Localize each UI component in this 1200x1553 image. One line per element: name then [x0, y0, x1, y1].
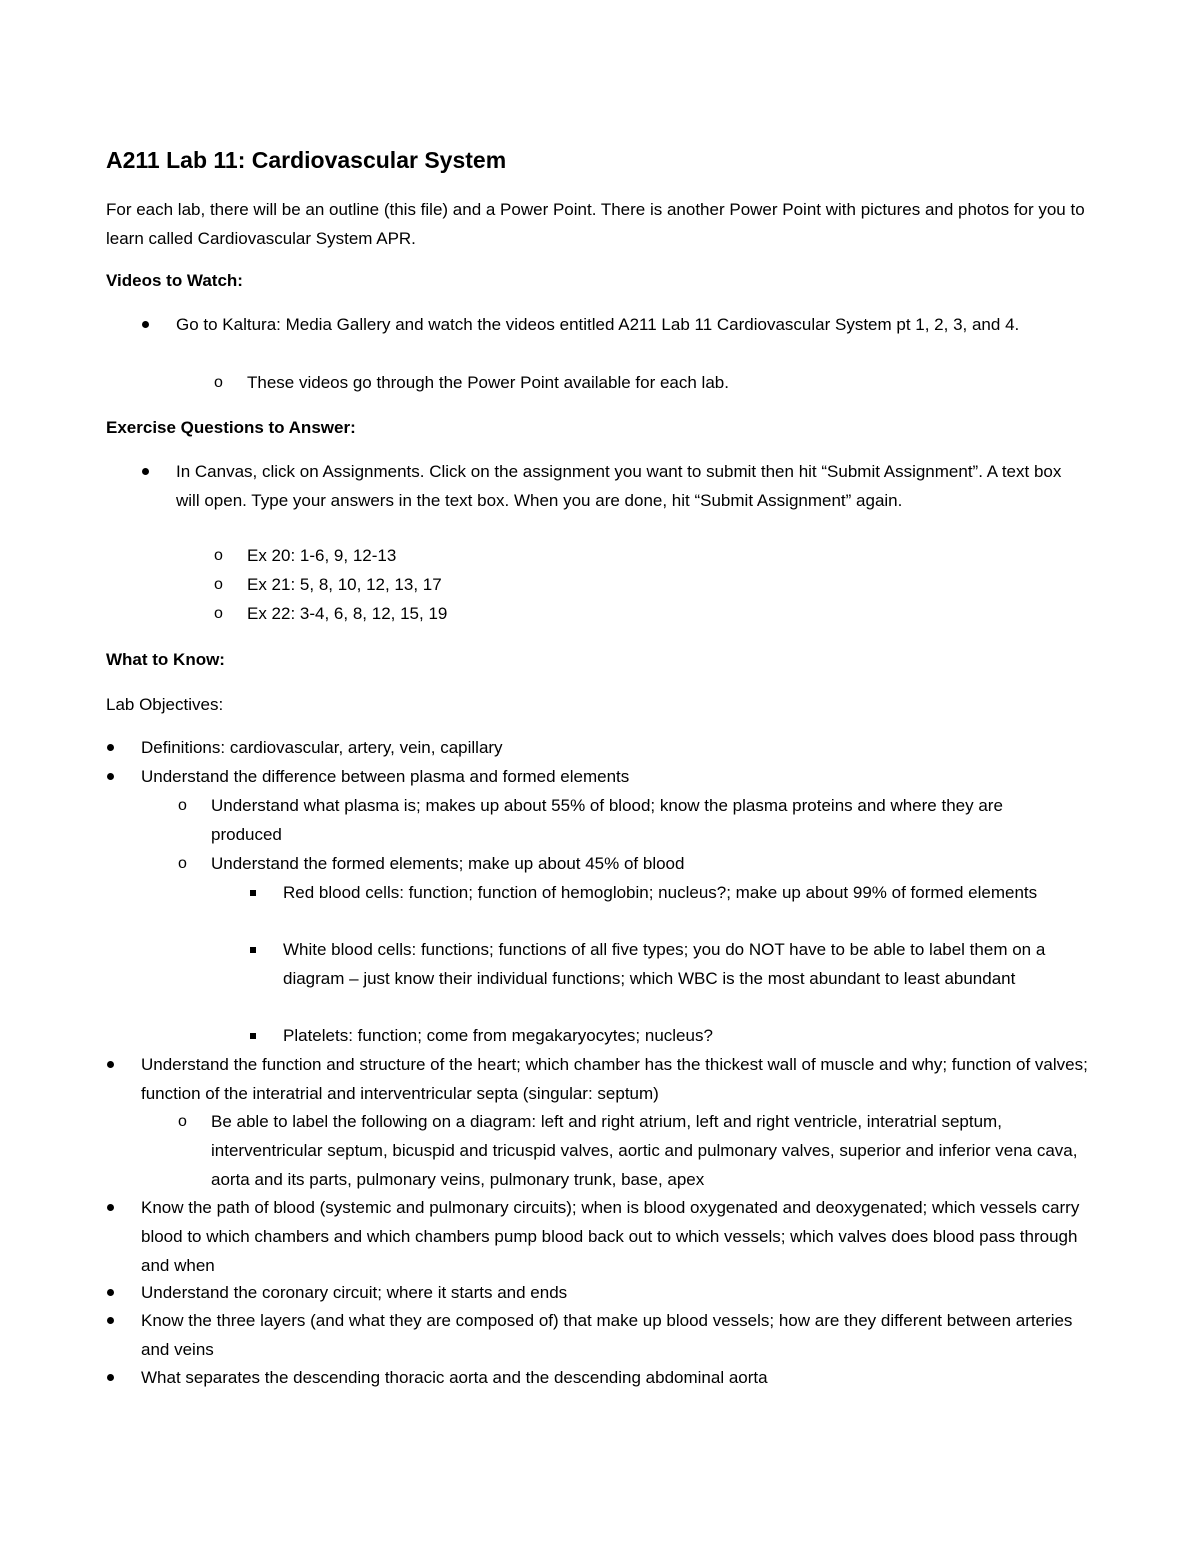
bullet-icon: [142, 310, 162, 339]
know-heading: What to Know:: [106, 650, 225, 669]
square-bullet-icon: [250, 1021, 270, 1050]
bullet-icon: [107, 1363, 127, 1392]
open-circle-bullet-icon: o: [178, 855, 187, 872]
objective-subsubitem: Platelets: function; come from megakaryocytes; nucleus?: [283, 1026, 713, 1045]
bullet-icon: [107, 1193, 127, 1222]
square-bullet-icon: [250, 878, 270, 907]
exercise-heading: Exercise Questions to Answer:: [106, 418, 356, 437]
videos-subitem: These videos go through the Power Point available for each lab.: [247, 373, 729, 392]
bullet-icon: [107, 1278, 127, 1307]
open-circle-bullet-icon: o: [214, 605, 223, 622]
open-circle-bullet-icon: o: [214, 374, 223, 391]
videos-heading: Videos to Watch:: [106, 271, 243, 290]
objective-item: Know the three layers (and what they are composed of) that make up blood vessels; how are they different between arteries and veins: [141, 1311, 1073, 1359]
bullet-icon: [107, 1306, 127, 1335]
objective-item: Understand the coronary circuit; where it starts and ends: [141, 1283, 568, 1302]
objective-item: Understand the difference between plasma and formed elements: [141, 767, 630, 786]
videos-item: Go to Kaltura: Media Gallery and watch the videos entitled A211 Lab 11 Cardiovascular System pt 1, 2, 3, and 4.: [176, 315, 1020, 334]
exercise-subitem: Ex 20: 1-6, 9, 12-13: [247, 546, 397, 565]
objective-item: What separates the descending thoracic aorta and the descending abdominal aorta: [141, 1368, 768, 1387]
intro-paragraph: For each lab, there will be an outline (this file) and a Power Point. There is another Power Point with pictures and photos for you to learn called Cardiovascular System APR.: [106, 200, 1085, 248]
exercise-subitem: Ex 22: 3-4, 6, 8, 12, 15, 19: [247, 604, 448, 623]
bullet-icon: [107, 762, 127, 791]
open-circle-bullet-icon: o: [214, 576, 223, 593]
exercise-item: In Canvas, click on Assignments. Click on the assignment you want to submit then hit “Submit Assignment”. A text box will open. Type your answers in the text box. When you are done, hit “Submit Assignment” again.: [176, 462, 1062, 510]
objectives-label: Lab Objectives:: [106, 695, 224, 714]
open-circle-bullet-icon: o: [178, 797, 187, 814]
square-bullet-icon: [250, 935, 270, 964]
exercise-subitem: Ex 21: 5, 8, 10, 12, 13, 17: [247, 575, 442, 594]
objective-subsubitem: Red blood cells: function; function of hemoglobin; nucleus?; make up about 99% of formed elements: [283, 883, 1038, 902]
bullet-icon: [107, 733, 127, 762]
objective-subitem: Understand what plasma is; makes up about 55% of blood; know the plasma proteins and where they are produced: [211, 796, 1003, 844]
objective-item: Understand the function and structure of the heart; which chamber has the thickest wall of muscle and why; function of valves; function of the interatrial and interventricular septa (singular: septum): [141, 1055, 1088, 1103]
bullet-icon: [107, 1050, 127, 1079]
open-circle-bullet-icon: o: [214, 547, 223, 564]
objective-subsubitem: White blood cells: functions; functions of all five types; you do NOT have to be able to label them on a diagram – just know their individual functions; which WBC is the most abundant to least abundant: [283, 940, 1046, 988]
objective-subitem: Understand the formed elements; make up about 45% of blood: [211, 854, 685, 873]
objective-item: Know the path of blood (systemic and pulmonary circuits); when is blood oxygenated and deoxygenated; which vessels carry blood to which chambers and which chambers pump blood back out to which vessels; which valves does blood pass through and when: [141, 1198, 1080, 1275]
document-title: A211 Lab 11: Cardiovascular System: [106, 147, 507, 173]
bullet-icon: [142, 457, 162, 486]
objective-subitem: Be able to label the following on a diagram: left and right atrium, left and right ventricle, interatrial septum, interventricular septum, bicuspid and tricuspid valves, aortic and pulmonary valves, superior and inferior vena cava, aorta and its parts, pulmonary veins, pulmonary trunk, base, apex: [211, 1112, 1078, 1189]
open-circle-bullet-icon: o: [178, 1113, 187, 1130]
objective-item: Definitions: cardiovascular, artery, vein, capillary: [141, 738, 503, 757]
